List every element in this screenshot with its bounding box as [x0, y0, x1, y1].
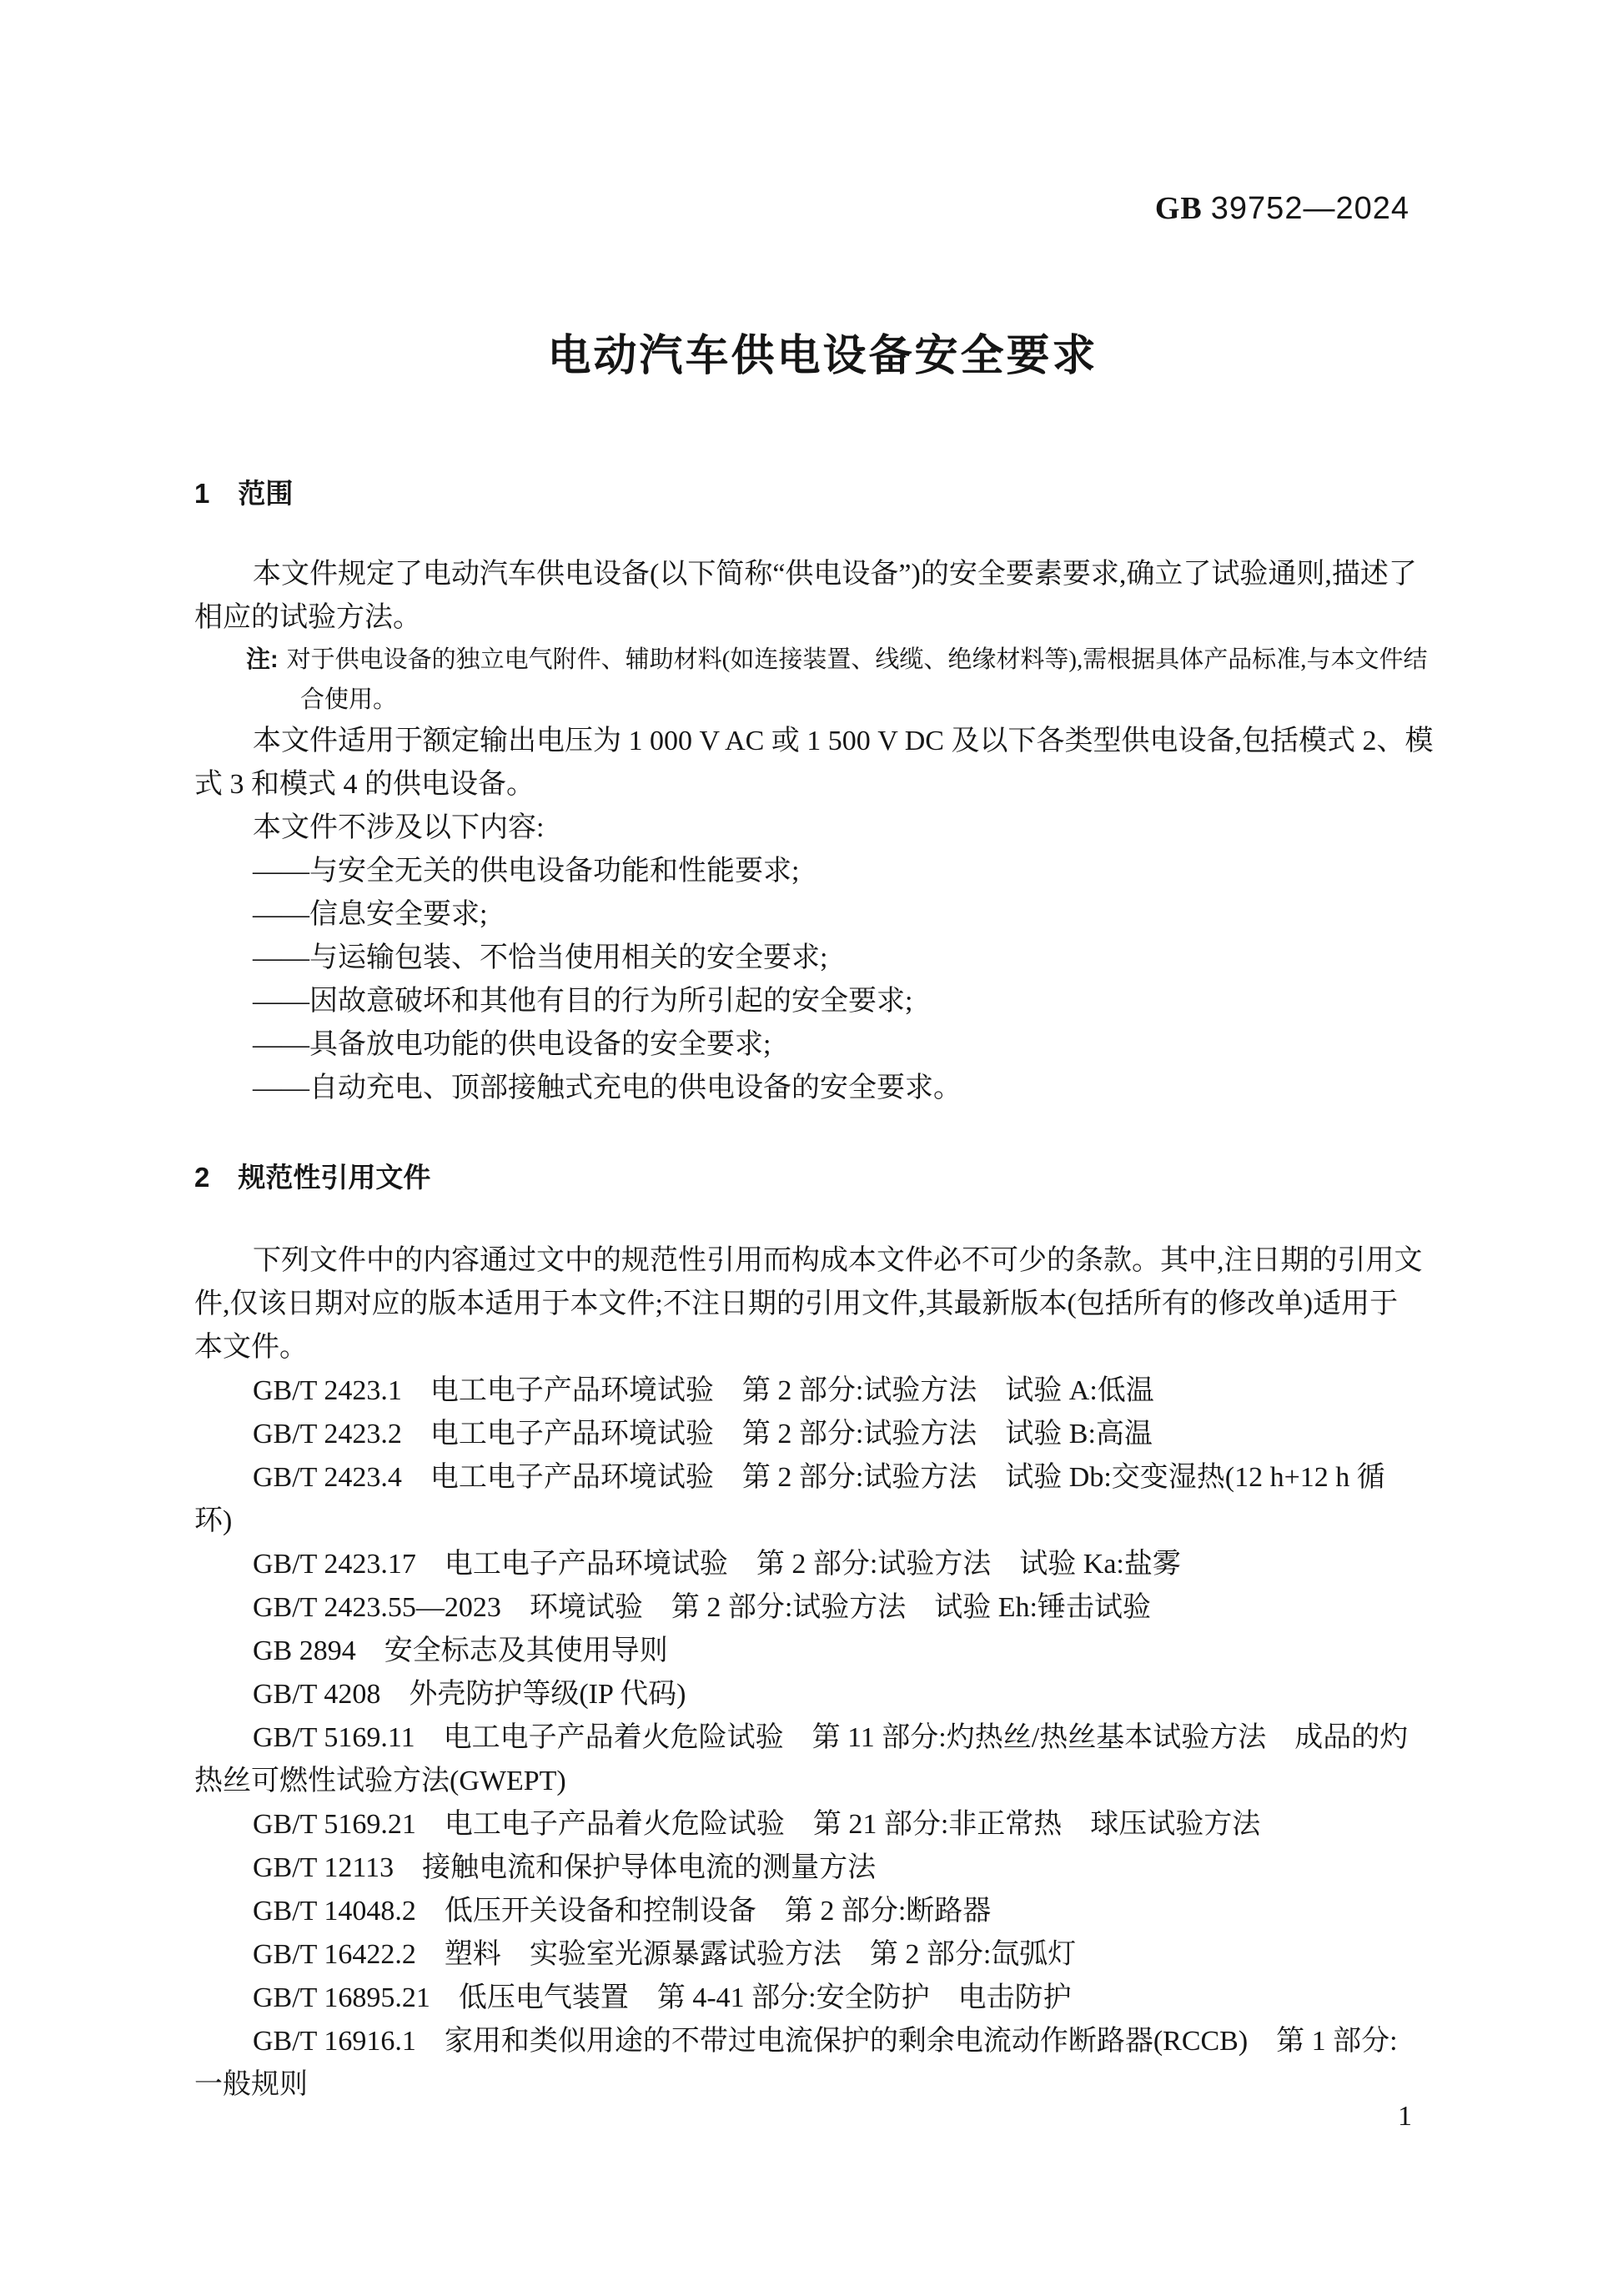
scope-list-item: ——与运输包装、不恰当使用相关的安全要求; [253, 942, 828, 973]
standard-reference-line: GB/T 5169.21 电工电子产品着火危险试验 第 21 部分:非正常热 球压试验方法 [253, 1809, 1261, 1840]
paragraph-line: 式 3 和模式 4 的供电设备。 [194, 769, 535, 800]
section-2-heading [194, 1163, 1451, 1192]
standard-reference-line: GB/T 2423.55—2023 环境试验 第 2 部分:试验方法 试验 Eh:锤击试验 [253, 1592, 1151, 1623]
note-line [194, 640, 1451, 680]
standard-reference-line: GB/T 2423.17 电工电子产品环境试验 第 2 部分:试验方法 试验 Ka:盐雾 [253, 1549, 1181, 1580]
page-number: 1 [1398, 2101, 1412, 2132]
note-line: 合使用。 [300, 686, 398, 713]
note-label: 注: [246, 646, 279, 673]
section-1-heading [194, 480, 1451, 508]
standard-reference-line: GB 2894 安全标志及其使用导则 [253, 1635, 668, 1666]
standard-reference-line: GB/T 2423.4 电工电子产品环境试验 第 2 部分:试验方法 试验 Db:交变湿热(12 h+12 h 循 [253, 1462, 1385, 1493]
paragraph-line: 本文件适用于额定输出电压为 1 000 V AC 或 1 500 V DC 及以下各类型供电设备,包括模式 2、模 [253, 726, 1434, 756]
scope-exclusion-list [194, 850, 1451, 1110]
normative-references-list [194, 1369, 1451, 2107]
section-1-number: 1 [194, 478, 210, 509]
scope-list-item: ——自动充电、顶部接触式充电的供电设备的安全要求。 [253, 1073, 962, 1103]
standard-reference-line: GB/T 16895.21 低压电气装置 第 4-41 部分:安全防护 电击防护 [253, 1982, 1072, 2013]
standard-reference-line: GB/T 2423.1 电工电子产品环境试验 第 2 部分:试验方法 试验 A:低温 [253, 1375, 1154, 1406]
scope-list-item: ——信息安全要求; [253, 899, 488, 930]
standard-reference-line: 环) [194, 1505, 233, 1536]
paragraph-line: 本文件不涉及以下内容: [253, 812, 545, 843]
section-1-title: 范围 [238, 478, 294, 509]
section-2-title: 规范性引用文件 [238, 1162, 431, 1193]
standard-reference-line: GB/T 16422.2 塑料 实验室光源暴露试验方法 第 2 部分:氙弧灯 [253, 1939, 1077, 1970]
standard-reference-line: GB/T 12113 接触电流和保护导体电流的测量方法 [253, 1852, 877, 1883]
document-body [194, 480, 1451, 2107]
paragraph-line: 本文件。 [194, 1332, 308, 1363]
standard-reference-line: 热丝可燃性试验方法(GWEPT) [194, 1766, 566, 1796]
scope-list-item: ——因故意破坏和其他有目的行为所引起的安全要求; [253, 986, 913, 1017]
paragraph-line: 相应的试验方法。 [194, 602, 421, 633]
scope-list-item: ——与安全无关的供电设备功能和性能要求; [253, 856, 800, 887]
section-2-number: 2 [194, 1162, 210, 1193]
note-text: 对于供电设备的独立电气附件、辅助材料(如连接装置、线缆、绝缘材料等),需根据具体产品标准,与本文件结 [286, 646, 1428, 673]
scope-list-item: ——具备放电功能的供电设备的安全要求; [253, 1029, 771, 1060]
standard-code-number: 39752—2024 [1210, 191, 1409, 226]
standard-reference-line: GB/T 16916.1 家用和类似用途的不带过电流保护的剩余电流动作断路器(RCCB) 第 1 部分: [253, 2026, 1398, 2057]
paragraph-line: 件,仅该日期对应的版本适用于本文件;不注日期的引用文件,其最新版本(包括所有的修改单)适用于 [194, 1289, 1399, 1319]
standard-reference-line: GB/T 4208 外壳防护等级(IP 代码) [253, 1679, 686, 1710]
standard-reference-line: 一般规则 [194, 2069, 308, 2100]
standard-code-prefix: GB [1154, 191, 1203, 226]
standard-reference-line: GB/T 5169.11 电工电子产品着火危险试验 第 11 部分:灼热丝/热丝基本试验方法 成品的灼 [253, 1722, 1409, 1753]
paragraph-line: 本文件规定了电动汽车供电设备(以下简称“供电设备”)的安全要素要求,确立了试验通则,描述了 [253, 559, 1417, 590]
standard-reference-line: GB/T 2423.2 电工电子产品环境试验 第 2 部分:试验方法 试验 B:高温 [253, 1419, 1153, 1449]
standard-reference-line: GB/T 14048.2 低压开关设备和控制设备 第 2 部分:断路器 [253, 1896, 992, 1927]
document-title: 电动汽车供电设备安全要求 [547, 332, 1098, 380]
standard-code [1155, 192, 1409, 225]
paragraph-line: 下列文件中的内容通过文中的规范性引用而构成本文件必不可少的条款。其中,注日期的引用文 [253, 1245, 1423, 1276]
